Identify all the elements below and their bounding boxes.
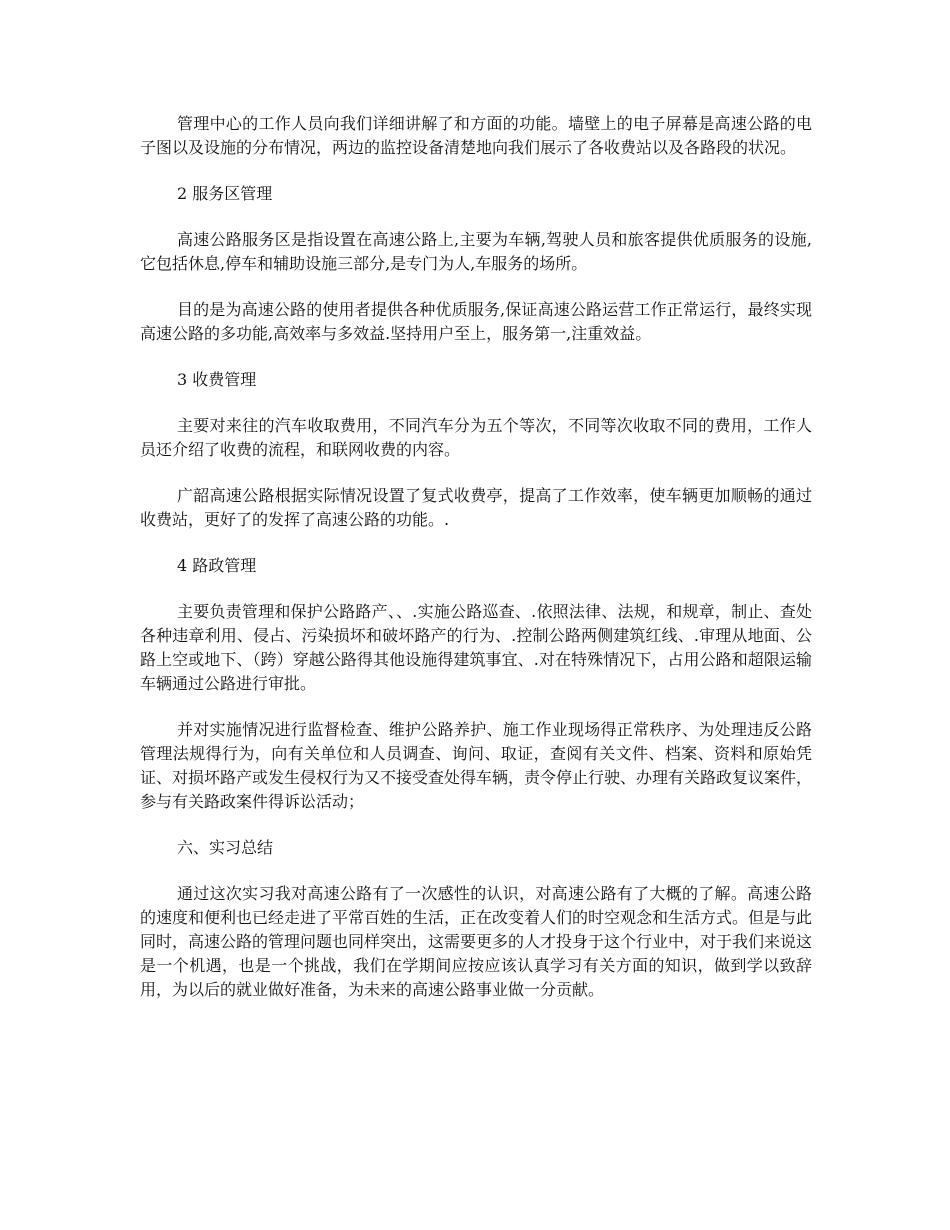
- paragraph-toll-collection: 主要对来往的汽车收取费用，不同汽车分为五个等次，不同等次收取不同的费用，工作人员还介绍了收费的流程，和联网收费的内容。: [140, 416, 812, 459]
- heading-service-area: 2 服务区管理: [177, 184, 273, 203]
- paragraph-road-administration-duties: 主要负责管理和保护公路路产、、.实施公路巡查、.依照法律、法规，和规章，制止、查处各种违章利用、侵占、污染损坏和破坏路产的行为、.控制公路两侧建筑红线、.审理从地面、公路上空或地下、（跨）穿越公路得其他设施得建筑事宜、.对在特殊情况下，占用公路和超限运输车辆通过公路进行审批。: [140, 602, 812, 693]
- document-page: [140, 112, 812, 1024]
- paragraph-toll-booths: 广韶高速公路根据实际情况设置了复式收费亭，提高了工作效率，使车辆更加顺畅的通过收费站，更好了的发挥了高速公路的功能。.: [140, 486, 812, 529]
- paragraph-service-area-definition: 高速公路服务区是指设置在高速公路上,主要为车辆,驾驶人员和旅客提供优质服务的设施,它包括休息,停车和辅助设施三部分,是专门为人,车服务的场所。: [140, 230, 812, 273]
- heading-internship-summary: 六、实习总结: [177, 838, 274, 857]
- paragraph-internship-summary: 通过这次实习我对高速公路有了一次感性的认识，对高速公路有了大概的了解。高速公路的速度和便利也已经走进了平常百姓的生活，正在改变着人们的时空观念和生活方式。但是与此同时，高速公路的管理问题也同样突出，这需要更多的人才投身于这个行业中，对于我们来说这是一个机遇，也是一个挑战，我们在学期间应按应该认真学习有关方面的知识，做到学以致辞用，为以后的就业做好准备，为未来的高速公路事业做一分贡献。: [140, 884, 813, 999]
- paragraph-road-administration-supervision: 并对实施情况进行监督检查、维护公路养护、施工作业现场得正常秩序、为处理违反公路管理法规得行为，向有关单位和人员调查、询问、取证，查阅有关文件、档案、资料和原始凭证、对损坏路产或发生侵权行为又不接受查处得车辆，责令停止行驶、办理有关路政复议案件，参与有关路政案件得诉讼活动；: [140, 720, 813, 811]
- heading-toll-management: 3 收费管理: [177, 370, 257, 389]
- paragraph-service-area-purpose: 目的是为高速公路的使用者提供各种优质服务,保证高速公路运营工作正常运行，最终实现高速公路的多功能,高效率与多效益.坚持用户至上，服务第一,注重效益。: [140, 300, 812, 343]
- paragraph-monitoring-center: 管理中心的工作人员向我们详细讲解了和方面的功能。墙壁上的电子屏幕是高速公路的电子图以及设施的分布情况，两边的监控设备清楚地向我们展示了各收费站以及各路段的状况。: [140, 114, 812, 157]
- heading-road-administration: 4 路政管理: [177, 556, 257, 575]
